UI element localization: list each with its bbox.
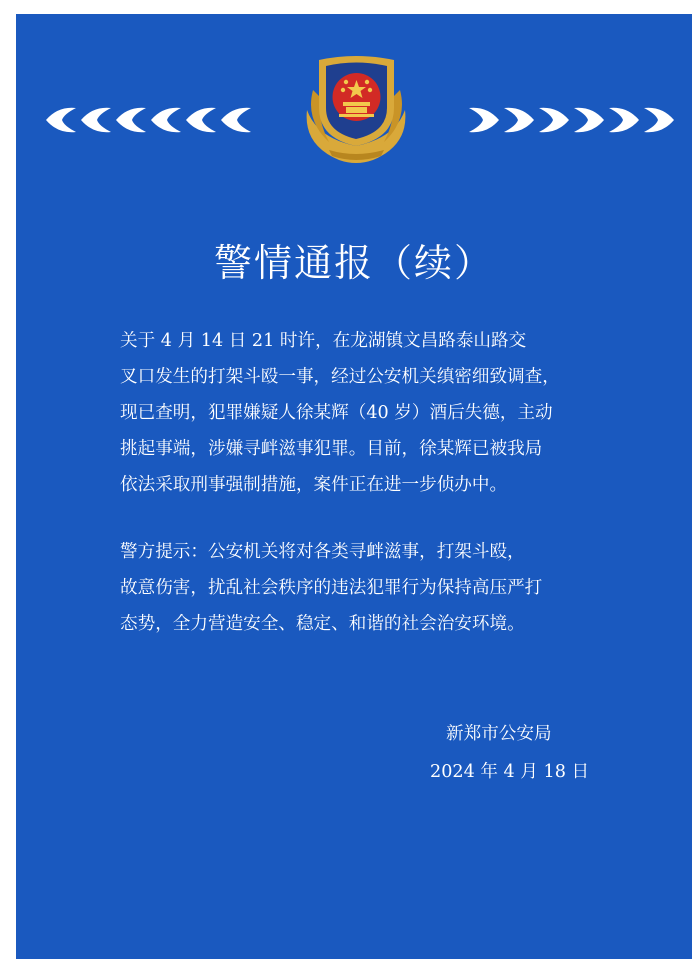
paragraph-line: 关于 4 月 14 日 21 时许，在龙湖镇文昌路泰山路交	[120, 331, 527, 351]
paragraph-line: 态势，全力营造安全、稳定、和谐的社会治安环境。	[120, 614, 525, 634]
paragraph-line: 依法采取刑事强制措施，案件正在进一步侦办中。	[120, 475, 508, 495]
notice-paragraph-1	[120, 323, 596, 503]
paragraph-line: 叉口发生的打架斗殴一事，经过公安机关缜密细致调查，	[120, 367, 560, 387]
paragraph-line: 现已查明，犯罪嫌疑人徐某辉（40 岁）酒后失德，主动	[120, 403, 553, 423]
notice-title: 警情通报（续）	[213, 241, 494, 285]
police-emblem-icon	[299, 50, 414, 168]
paragraph-line: 警方提示：公安机关将对各类寻衅滋事，打架斗殴，	[120, 542, 525, 562]
paragraph-line: 挑起事端，涉嫌寻衅滋事犯罪。目前，徐某辉已被我局	[120, 439, 543, 459]
issuing-authority: 新郑市公安局	[446, 724, 552, 744]
notice-page	[16, 14, 692, 959]
issue-date: 2024 年 4 月 18 日	[430, 762, 590, 782]
notice-paragraph-2	[120, 534, 596, 642]
paragraph-line: 故意伤害，扰乱社会秩序的违法犯罪行为保持高压严打	[120, 578, 543, 598]
wing-chevrons-left-icon	[44, 102, 256, 138]
wing-chevrons-right-icon	[464, 102, 676, 138]
